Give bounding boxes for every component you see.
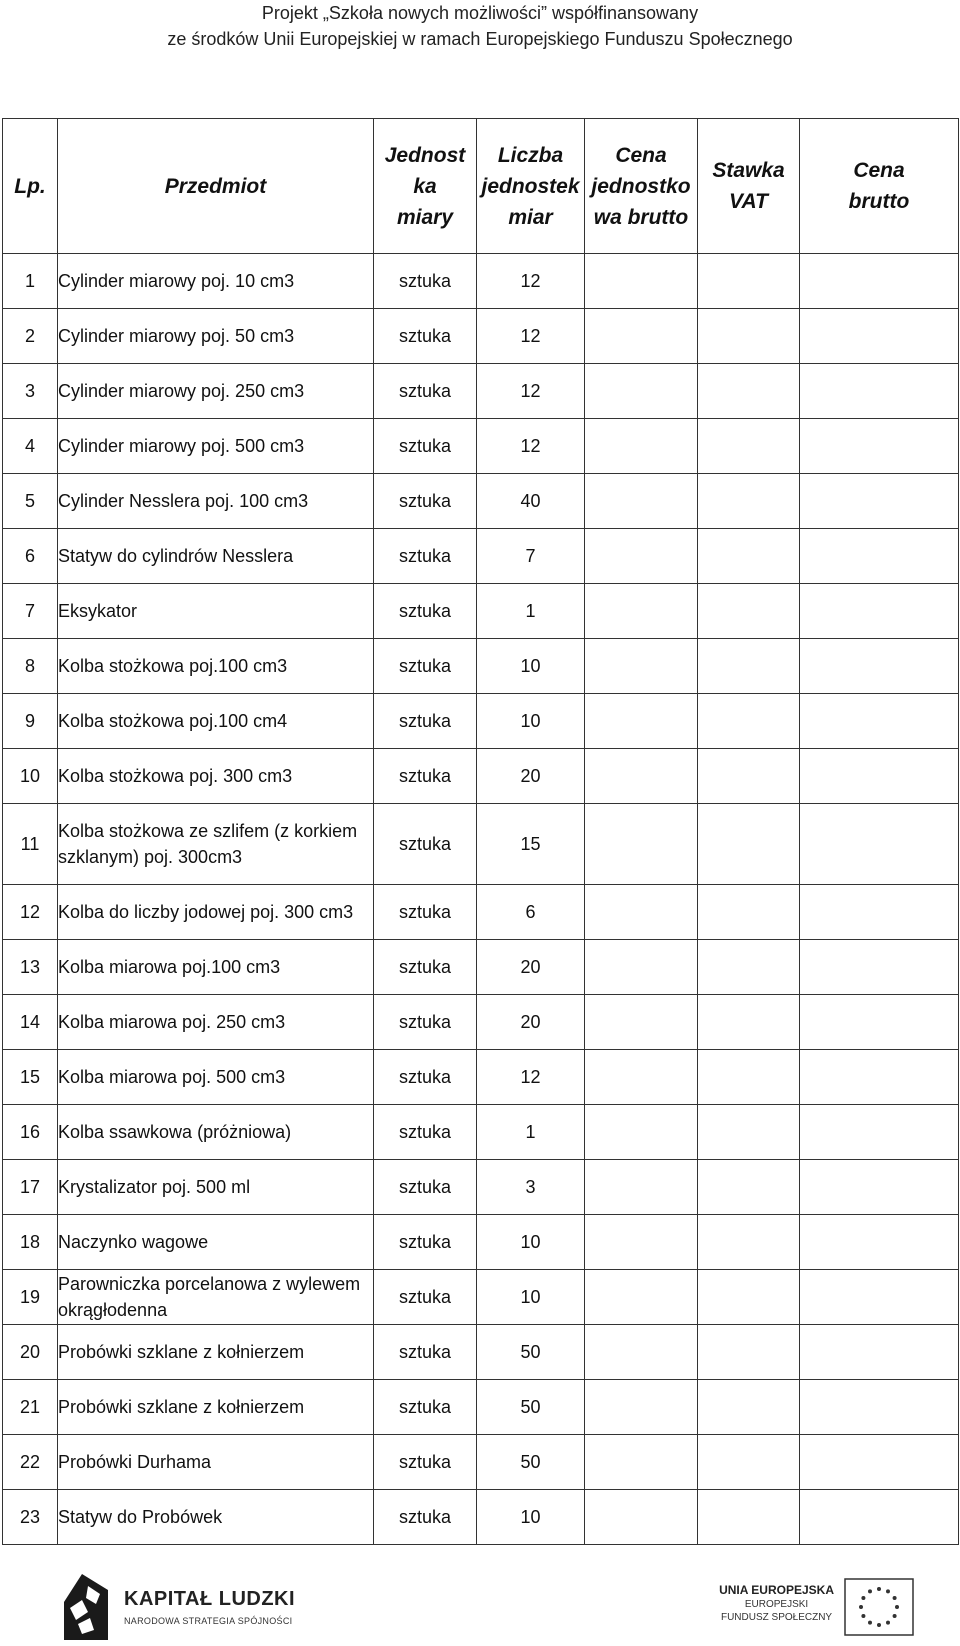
- table-row: [3, 639, 959, 694]
- row-unit: sztuka: [374, 1435, 477, 1490]
- row-lp: 7: [3, 584, 58, 639]
- row-vat: [698, 1215, 800, 1270]
- row-gross: [800, 639, 959, 694]
- table-row: [3, 1380, 959, 1435]
- row-qty: 6: [477, 885, 585, 940]
- table-row: [3, 885, 959, 940]
- row-unit: sztuka: [374, 940, 477, 995]
- row-gross: [800, 584, 959, 639]
- row-gross: [800, 694, 959, 749]
- row-qty: 3: [477, 1160, 585, 1215]
- table-row: [3, 474, 959, 529]
- row-unit-price: [585, 254, 698, 309]
- row-qty: 10: [477, 1215, 585, 1270]
- eu-star-icon: [877, 1623, 881, 1627]
- row-item: Kolba stożkowa ze szlifem (z korkiem szklanym) poj. 300cm3: [58, 804, 374, 885]
- col-header-item: Przedmiot: [58, 119, 374, 254]
- row-vat: [698, 364, 800, 419]
- row-unit-price: [585, 1160, 698, 1215]
- row-unit: sztuka: [374, 804, 477, 885]
- row-item: Kolba ssawkowa (próżniowa): [58, 1105, 374, 1160]
- row-unit: sztuka: [374, 1270, 477, 1325]
- eu-logo: [700, 1576, 930, 1640]
- kapital-ludzki-logo: [60, 1572, 296, 1642]
- row-unit: sztuka: [374, 1160, 477, 1215]
- row-gross: [800, 749, 959, 804]
- row-qty: 10: [477, 639, 585, 694]
- row-unit: sztuka: [374, 1380, 477, 1435]
- row-gross: [800, 309, 959, 364]
- row-gross: [800, 1270, 959, 1325]
- row-unit-price: [585, 694, 698, 749]
- col-header-lp: Lp.: [3, 119, 58, 254]
- row-vat: [698, 694, 800, 749]
- row-vat: [698, 1325, 800, 1380]
- row-qty: 1: [477, 1105, 585, 1160]
- row-lp: 17: [3, 1160, 58, 1215]
- table-row: [3, 1160, 959, 1215]
- row-gross: [800, 1435, 959, 1490]
- row-lp: 9: [3, 694, 58, 749]
- row-vat: [698, 309, 800, 364]
- row-lp: 2: [3, 309, 58, 364]
- row-vat: [698, 1160, 800, 1215]
- row-gross: [800, 474, 959, 529]
- row-qty: 10: [477, 1270, 585, 1325]
- row-unit-price: [585, 1105, 698, 1160]
- row-vat: [698, 1270, 800, 1325]
- row-vat: [698, 1490, 800, 1545]
- row-qty: 12: [477, 1050, 585, 1105]
- row-qty: 50: [477, 1435, 585, 1490]
- row-lp: 13: [3, 940, 58, 995]
- row-lp: 19: [3, 1270, 58, 1325]
- row-unit-price: [585, 804, 698, 885]
- row-unit-price: [585, 419, 698, 474]
- row-qty: 10: [477, 694, 585, 749]
- eu-star-icon: [861, 1596, 865, 1600]
- row-vat: [698, 529, 800, 584]
- row-vat: [698, 1380, 800, 1435]
- row-qty: 20: [477, 940, 585, 995]
- row-lp: 18: [3, 1215, 58, 1270]
- row-item: Probówki szklane z kołnierzem: [58, 1380, 374, 1435]
- row-lp: 10: [3, 749, 58, 804]
- row-unit: sztuka: [374, 529, 477, 584]
- row-unit-price: [585, 1325, 698, 1380]
- row-unit: sztuka: [374, 749, 477, 804]
- eu-flag-icon: [844, 1578, 914, 1636]
- row-gross: [800, 1105, 959, 1160]
- row-qty: 12: [477, 309, 585, 364]
- row-unit: sztuka: [374, 584, 477, 639]
- row-gross: [800, 885, 959, 940]
- row-unit: sztuka: [374, 1105, 477, 1160]
- col-header-unit: Jednost ka miary: [374, 119, 477, 254]
- table-row: [3, 804, 959, 885]
- row-unit-price: [585, 1270, 698, 1325]
- row-unit-price: [585, 584, 698, 639]
- row-gross: [800, 1380, 959, 1435]
- row-item: Cylinder miarowy poj. 10 cm3: [58, 254, 374, 309]
- document-header: [0, 0, 960, 52]
- row-unit: sztuka: [374, 639, 477, 694]
- row-item: Cylinder miarowy poj. 500 cm3: [58, 419, 374, 474]
- table-row: [3, 1215, 959, 1270]
- row-qty: 50: [477, 1380, 585, 1435]
- row-lp: 5: [3, 474, 58, 529]
- row-vat: [698, 419, 800, 474]
- row-item: Cylinder Nesslera poj. 100 cm3: [58, 474, 374, 529]
- table-row: [3, 254, 959, 309]
- row-item: Kolba do liczby jodowej poj. 300 cm3: [58, 885, 374, 940]
- row-item: Statyw do Probówek: [58, 1490, 374, 1545]
- row-unit: sztuka: [374, 1050, 477, 1105]
- table-row: [3, 419, 959, 474]
- row-unit: sztuka: [374, 995, 477, 1050]
- row-gross: [800, 1215, 959, 1270]
- row-gross: [800, 804, 959, 885]
- row-item: Kolba miarowa poj. 250 cm3: [58, 995, 374, 1050]
- col-header-gross: Cena brutto: [800, 119, 959, 254]
- row-item: Cylinder miarowy poj. 250 cm3: [58, 364, 374, 419]
- row-lp: 12: [3, 885, 58, 940]
- row-item: Cylinder miarowy poj. 50 cm3: [58, 309, 374, 364]
- row-gross: [800, 254, 959, 309]
- row-unit: sztuka: [374, 1490, 477, 1545]
- row-gross: [800, 940, 959, 995]
- row-vat: [698, 885, 800, 940]
- row-vat: [698, 1050, 800, 1105]
- row-qty: 7: [477, 529, 585, 584]
- row-unit-price: [585, 1215, 698, 1270]
- kapital-ludzki-subtitle: NARODOWA STRATEGIA SPÓJNOŚCI: [124, 1616, 293, 1626]
- row-vat: [698, 995, 800, 1050]
- col-header-qty: Liczba jednostek miar: [477, 119, 585, 254]
- table-row: [3, 364, 959, 419]
- row-unit-price: [585, 1435, 698, 1490]
- row-item: Probówki Durhama: [58, 1435, 374, 1490]
- row-unit: sztuka: [374, 694, 477, 749]
- row-qty: 20: [477, 995, 585, 1050]
- row-vat: [698, 749, 800, 804]
- row-lp: 23: [3, 1490, 58, 1545]
- row-gross: [800, 995, 959, 1050]
- eu-star-icon: [886, 1589, 890, 1593]
- row-unit: sztuka: [374, 1325, 477, 1380]
- row-lp: 8: [3, 639, 58, 694]
- row-qty: 12: [477, 364, 585, 419]
- row-unit: sztuka: [374, 419, 477, 474]
- row-lp: 20: [3, 1325, 58, 1380]
- table-row: [3, 749, 959, 804]
- row-qty: 15: [477, 804, 585, 885]
- col-header-vat: Stawka VAT: [698, 119, 800, 254]
- row-item: Kolba stożkowa poj.100 cm4: [58, 694, 374, 749]
- kapital-ludzki-title: KAPITAŁ LUDZKI: [124, 1588, 296, 1610]
- row-lp: 22: [3, 1435, 58, 1490]
- row-vat: [698, 584, 800, 639]
- header-line-2: ze środków Unii Europejskiej w ramach Europejskiego Funduszu Społecznego: [167, 29, 793, 49]
- row-qty: 12: [477, 254, 585, 309]
- row-lp: 3: [3, 364, 58, 419]
- table-row: [3, 1270, 959, 1325]
- row-vat: [698, 1435, 800, 1490]
- row-qty: 10: [477, 1490, 585, 1545]
- row-unit-price: [585, 1380, 698, 1435]
- row-unit-price: [585, 749, 698, 804]
- row-unit: sztuka: [374, 254, 477, 309]
- row-item: Kolba stożkowa poj.100 cm3: [58, 639, 374, 694]
- row-vat: [698, 804, 800, 885]
- eu-star-icon: [895, 1605, 899, 1609]
- row-gross: [800, 1160, 959, 1215]
- row-lp: 4: [3, 419, 58, 474]
- row-vat: [698, 1105, 800, 1160]
- row-gross: [800, 364, 959, 419]
- eu-star-icon: [859, 1605, 863, 1609]
- row-lp: 1: [3, 254, 58, 309]
- eu-star-icon: [893, 1596, 897, 1600]
- eu-star-icon: [861, 1614, 865, 1618]
- row-lp: 6: [3, 529, 58, 584]
- row-gross: [800, 1050, 959, 1105]
- table-header-row: [3, 119, 959, 254]
- table-row: [3, 309, 959, 364]
- table-row: [3, 940, 959, 995]
- row-unit-price: [585, 474, 698, 529]
- row-vat: [698, 474, 800, 529]
- row-item: Kolba miarowa poj.100 cm3: [58, 940, 374, 995]
- table-row: [3, 529, 959, 584]
- table-row: [3, 995, 959, 1050]
- row-lp: 15: [3, 1050, 58, 1105]
- row-item: Eksykator: [58, 584, 374, 639]
- table-row: [3, 1435, 959, 1490]
- eu-star-icon: [886, 1621, 890, 1625]
- col-header-unit-price: Cena jednostko wa brutto: [585, 119, 698, 254]
- row-item: Probówki szklane z kołnierzem: [58, 1325, 374, 1380]
- row-unit-price: [585, 995, 698, 1050]
- row-gross: [800, 1325, 959, 1380]
- table-row: [3, 1490, 959, 1545]
- row-unit-price: [585, 639, 698, 694]
- table-row: [3, 1050, 959, 1105]
- row-item: Krystalizator poj. 500 ml: [58, 1160, 374, 1215]
- row-qty: 1: [477, 584, 585, 639]
- row-gross: [800, 419, 959, 474]
- row-lp: 14: [3, 995, 58, 1050]
- row-lp: 16: [3, 1105, 58, 1160]
- row-unit: sztuka: [374, 309, 477, 364]
- row-unit-price: [585, 309, 698, 364]
- row-unit: sztuka: [374, 364, 477, 419]
- row-item: Statyw do cylindrów Nesslera: [58, 529, 374, 584]
- row-vat: [698, 254, 800, 309]
- row-unit-price: [585, 885, 698, 940]
- eu-star-icon: [877, 1587, 881, 1591]
- kapital-ludzki-emblem-icon: [60, 1572, 112, 1642]
- row-unit: sztuka: [374, 474, 477, 529]
- row-vat: [698, 940, 800, 995]
- table-row: [3, 1325, 959, 1380]
- eu-star-icon: [868, 1589, 872, 1593]
- table-row: [3, 1105, 959, 1160]
- row-item: Kolba miarowa poj. 500 cm3: [58, 1050, 374, 1105]
- row-gross: [800, 529, 959, 584]
- eu-logo-text: UNIA EUROPEJSKA EUROPEJSKI FUNDUSZ SPOŁECZNY: [719, 1583, 834, 1623]
- row-unit-price: [585, 364, 698, 419]
- row-qty: 40: [477, 474, 585, 529]
- price-table: [2, 118, 959, 1545]
- row-qty: 20: [477, 749, 585, 804]
- header-line-1: Projekt „Szkoła nowych możliwości” współfinansowany: [261, 3, 699, 23]
- row-item: Kolba stożkowa poj. 300 cm3: [58, 749, 374, 804]
- row-vat: [698, 639, 800, 694]
- row-item: Parowniczka porcelanowa z wylewem okrągłodenna: [58, 1270, 374, 1325]
- row-unit-price: [585, 529, 698, 584]
- eu-star-icon: [868, 1621, 872, 1625]
- table-row: [3, 694, 959, 749]
- row-unit: sztuka: [374, 1215, 477, 1270]
- row-item: Naczynko wagowe: [58, 1215, 374, 1270]
- row-qty: 50: [477, 1325, 585, 1380]
- row-unit-price: [585, 1050, 698, 1105]
- row-unit-price: [585, 1490, 698, 1545]
- row-gross: [800, 1490, 959, 1545]
- row-lp: 11: [3, 804, 58, 885]
- eu-star-icon: [893, 1614, 897, 1618]
- row-unit: sztuka: [374, 885, 477, 940]
- row-qty: 12: [477, 419, 585, 474]
- row-lp: 21: [3, 1380, 58, 1435]
- table-row: [3, 584, 959, 639]
- row-unit-price: [585, 940, 698, 995]
